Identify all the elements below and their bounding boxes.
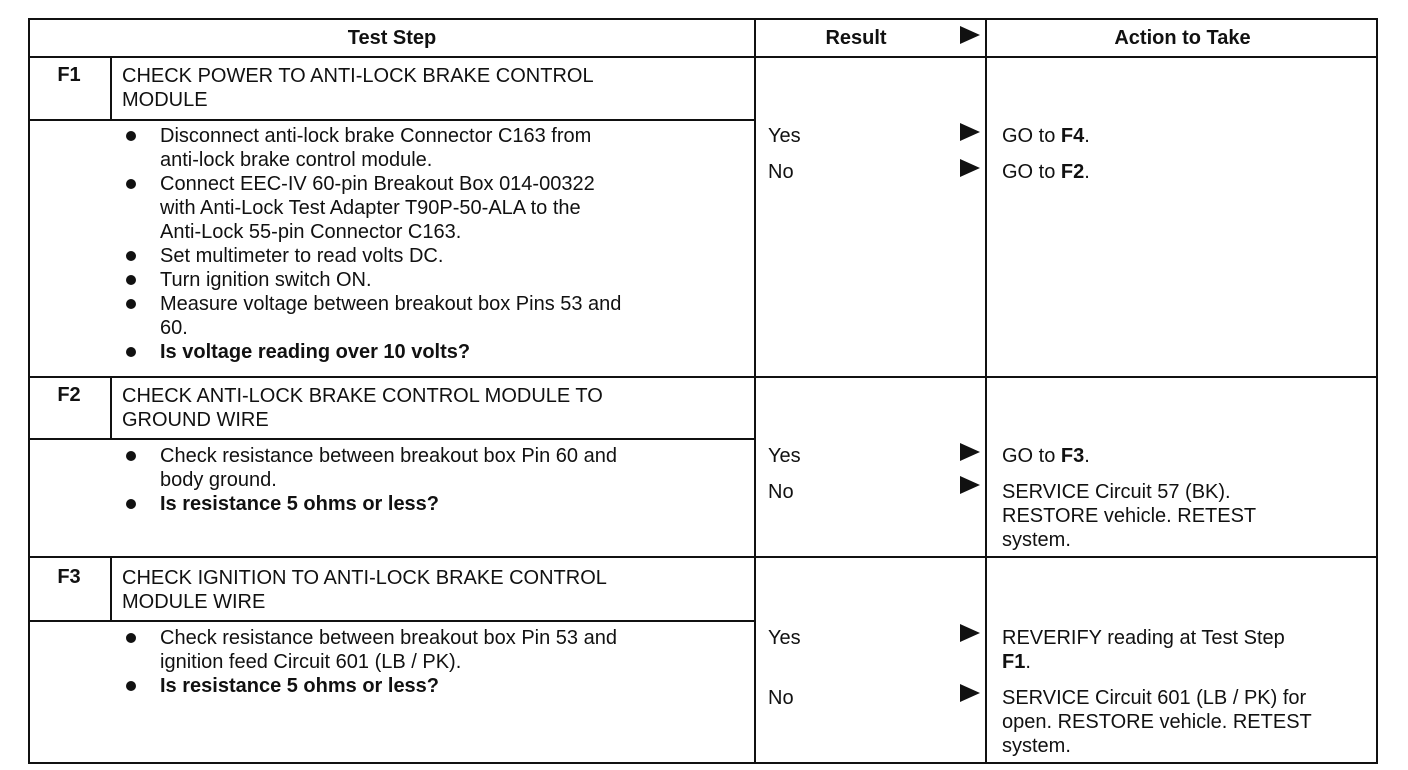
step-id-divider — [110, 56, 112, 119]
instruction-question: Is resistance 5 ohms or less? — [122, 674, 742, 698]
result-no: No — [768, 481, 794, 503]
arrow-icon — [960, 476, 980, 494]
result-no: No — [768, 687, 794, 709]
step-instructions — [122, 444, 742, 516]
diagnostic-table — [28, 18, 1378, 764]
step-title: CHECK IGNITION TO ANTI-LOCK BRAKE CONTROL MODULE WIRE — [122, 567, 607, 613]
instruction-item: Check resistance between breakout box Pin 60 and body ground. — [122, 444, 742, 492]
action-text: GO to F4. — [1002, 125, 1090, 147]
arrow-icon — [960, 624, 980, 642]
instruction-item: Turn ignition switch ON. — [122, 268, 742, 292]
step-id-divider — [110, 556, 112, 620]
result-yes: Yes — [768, 125, 801, 147]
step-title-divider — [30, 620, 754, 622]
instruction-question: Is voltage reading over 10 volts? — [122, 340, 742, 364]
header-test-step: Test Step — [347, 27, 437, 49]
action-text: GO to F2. — [1002, 161, 1090, 183]
action-text: REVERIFY reading at Test Step F1. — [1002, 627, 1285, 673]
instruction-item: Check resistance between breakout box Pin 53 and ignition feed Circuit 601 (LB / PK). — [122, 626, 742, 674]
result-no: No — [768, 161, 794, 183]
arrow-icon — [960, 123, 980, 141]
step-id: F2 — [57, 384, 81, 406]
result-yes: Yes — [768, 627, 801, 649]
step-id: F1 — [57, 64, 81, 86]
header-result: Result — [825, 27, 887, 49]
step-instructions — [122, 626, 742, 698]
step-divider — [30, 556, 1376, 558]
instruction-item: Measure voltage between breakout box Pins 53 and 60. — [122, 292, 742, 340]
step-title: CHECK POWER TO ANTI-LOCK BRAKE CONTROL MODULE — [122, 65, 594, 111]
header-action: Action to Take — [1114, 27, 1251, 49]
step-title: CHECK ANTI-LOCK BRAKE CONTROL MODULE TO GROUND WIRE — [122, 385, 603, 431]
action-text: SERVICE Circuit 601 (LB / PK) for open. RESTORE vehicle. RETEST system. — [1002, 687, 1312, 757]
step-divider — [30, 376, 1376, 378]
action-text: SERVICE Circuit 57 (BK). RESTORE vehicle. RETEST system. — [1002, 481, 1257, 551]
step-id: F3 — [57, 566, 81, 588]
action-text: GO to F3. — [1002, 445, 1090, 467]
step-title-divider — [30, 119, 754, 121]
arrow-icon — [960, 443, 980, 461]
header-divider — [30, 56, 1376, 58]
arrow-icon — [960, 159, 980, 177]
arrow-icon — [960, 684, 980, 702]
step-instructions — [122, 124, 742, 364]
result-column-divider — [754, 20, 756, 762]
step-title-divider — [30, 438, 754, 440]
instruction-question: Is resistance 5 ohms or less? — [122, 492, 742, 516]
action-column-divider — [985, 20, 987, 762]
step-id-divider — [110, 376, 112, 438]
header-arrow-icon — [960, 26, 980, 44]
instruction-item: Connect EEC-IV 60-pin Breakout Box 014-00322 with Anti-Lock Test Adapter T90P-50-ALA to the Anti-Lock 55-pin Connector C163. — [122, 172, 742, 244]
instruction-item: Set multimeter to read volts DC. — [122, 244, 742, 268]
result-yes: Yes — [768, 445, 801, 467]
instruction-item: Disconnect anti-lock brake Connector C163 from anti-lock brake control module. — [122, 124, 742, 172]
